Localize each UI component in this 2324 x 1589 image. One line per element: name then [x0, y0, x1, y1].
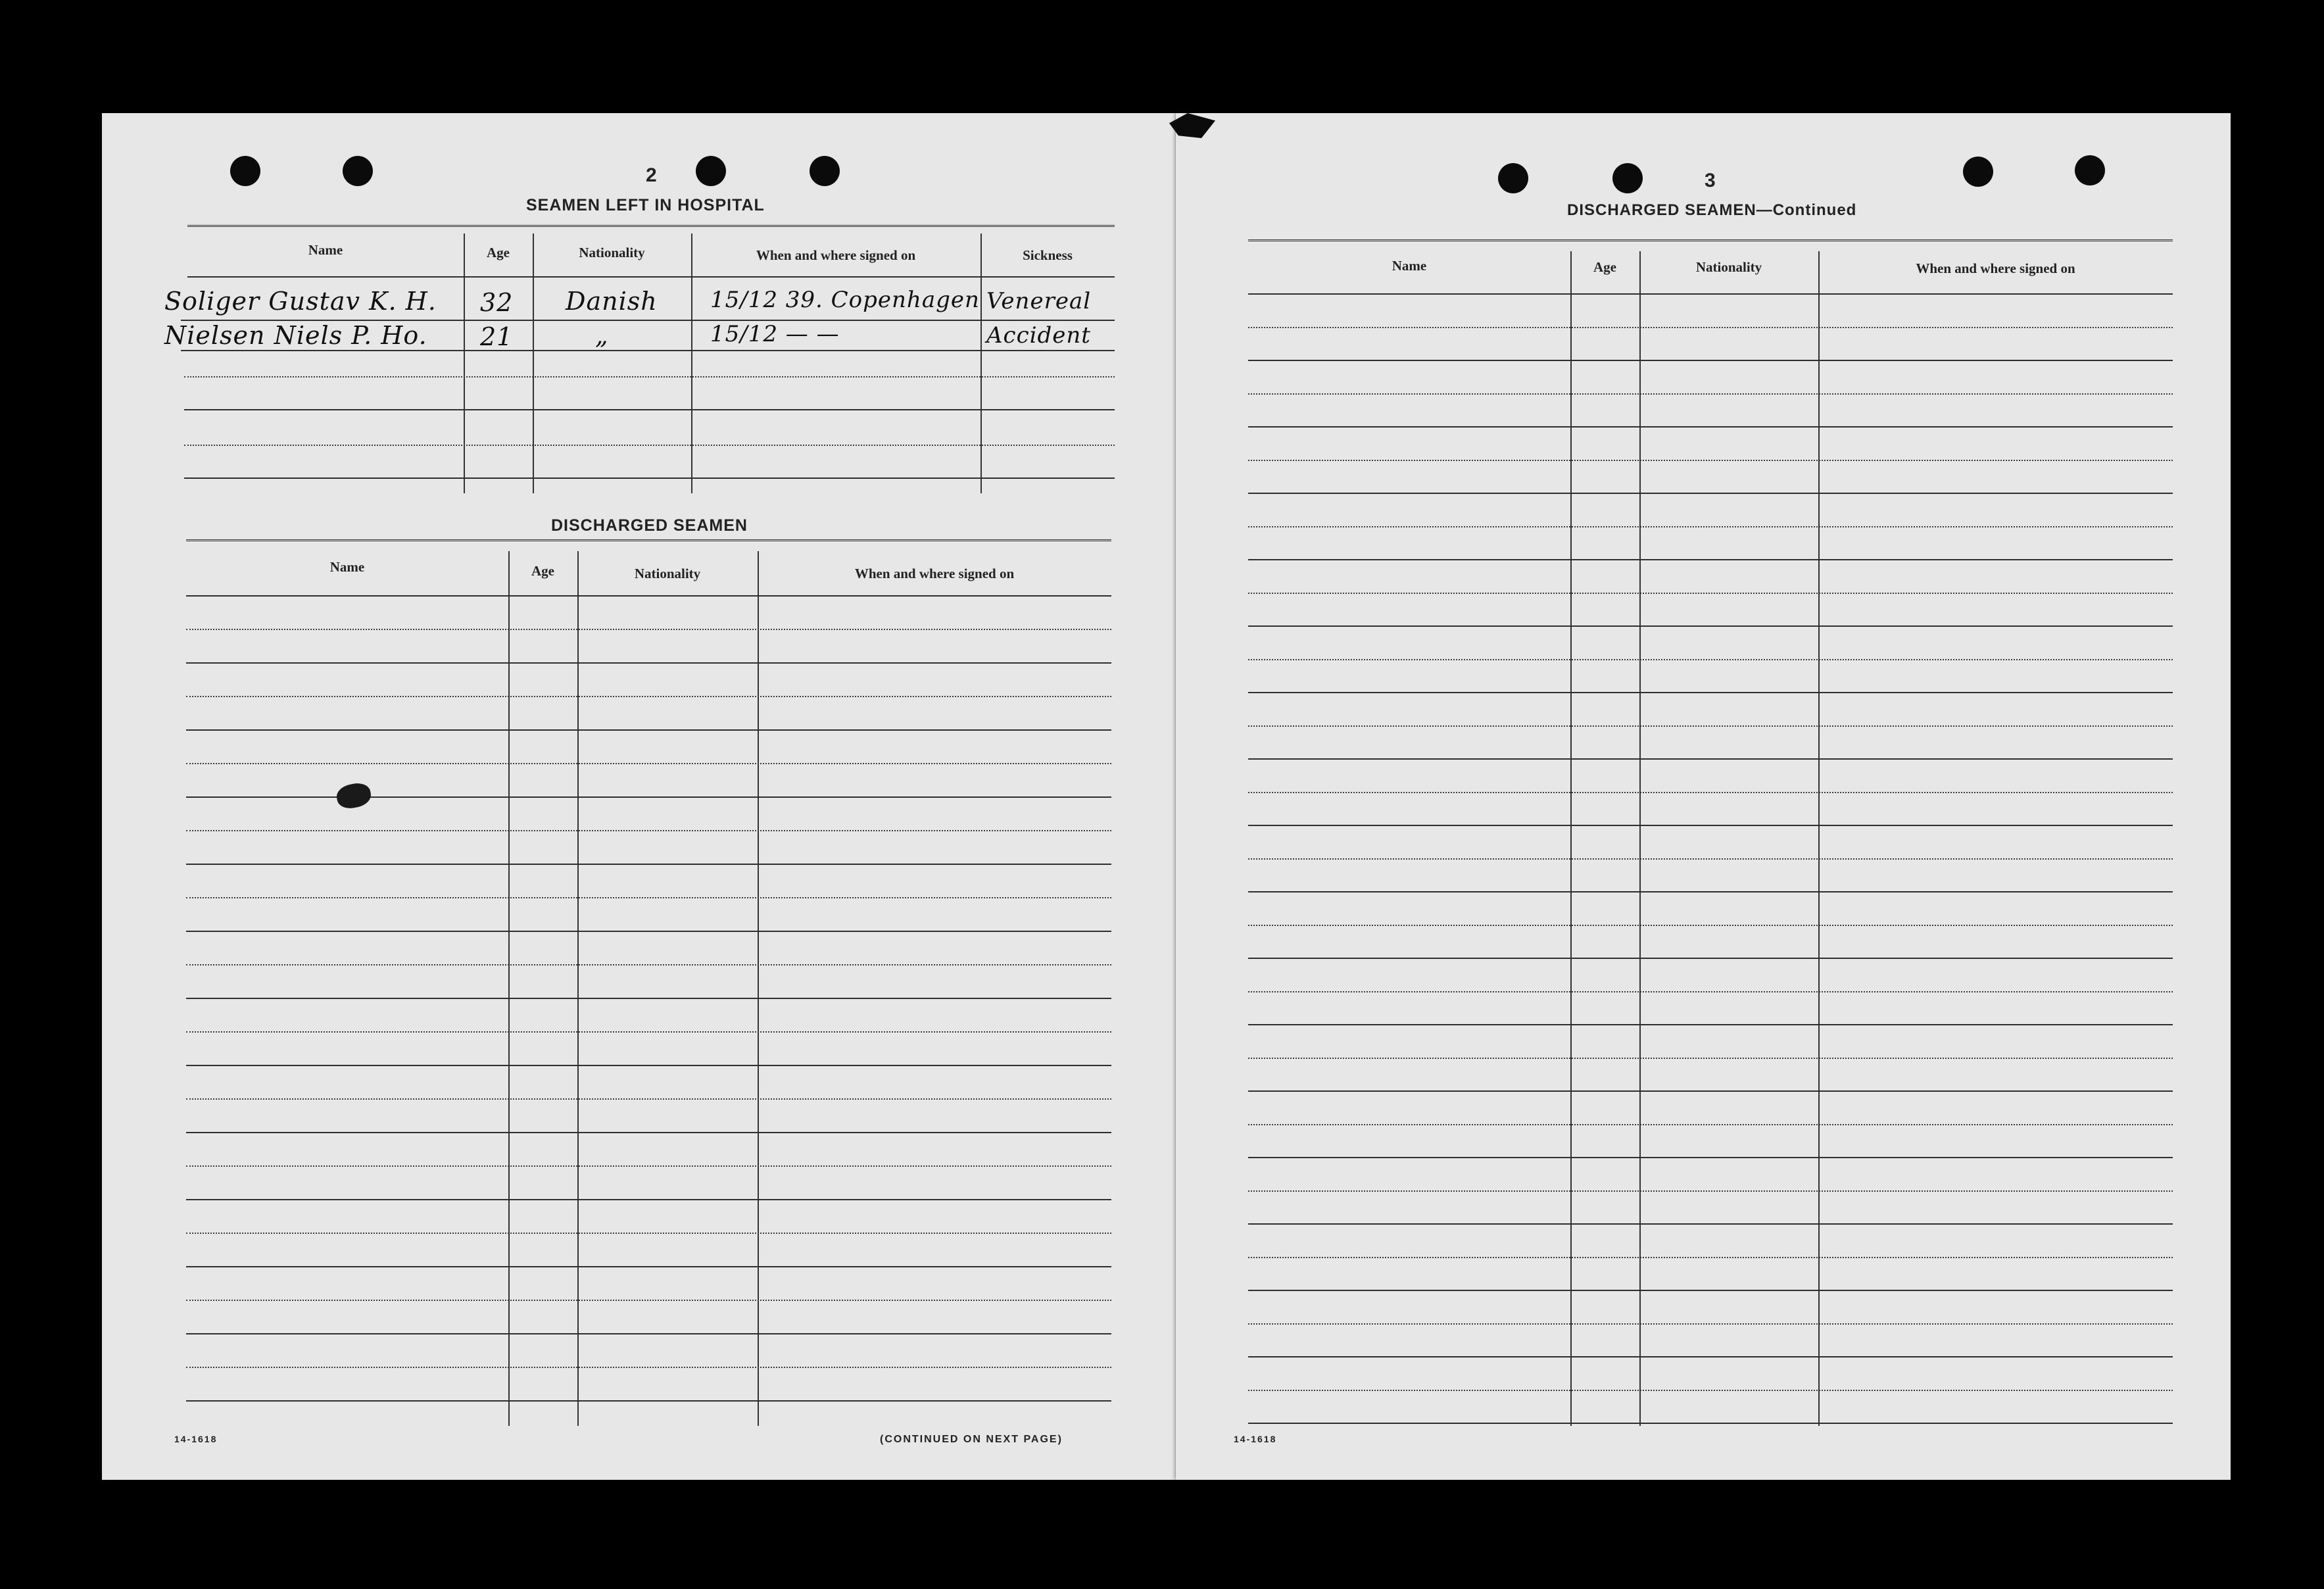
table-row-line	[1248, 1124, 2173, 1125]
table-row-line	[186, 1300, 1111, 1301]
entry-sickness: Venereal	[986, 288, 1092, 314]
table-row-line	[186, 1199, 1111, 1200]
continued-note: (CONTINUED ON NEXT PAGE)	[880, 1434, 1063, 1445]
table-row-line	[1248, 1157, 2173, 1158]
table-row-line	[186, 662, 1111, 664]
table-row-line	[1248, 327, 2173, 328]
column-divider	[464, 233, 465, 493]
table-top-rule	[186, 539, 1111, 544]
table-row-line	[1248, 891, 2173, 892]
binder-hole	[2075, 155, 2105, 185]
binder-hole	[1498, 163, 1528, 193]
table-row-line	[186, 1132, 1111, 1133]
table-row-line	[1248, 825, 2173, 826]
binder-hole	[810, 156, 840, 186]
table-row-line	[1248, 1323, 2173, 1325]
table-row-line	[1248, 1190, 2173, 1192]
column-divider	[508, 551, 510, 1426]
column-divider	[577, 551, 579, 1426]
table-row-line	[1248, 460, 2173, 461]
table-row-line	[186, 931, 1111, 932]
table-row-line	[186, 864, 1111, 865]
table-row-line	[186, 1031, 1111, 1033]
table-row-line	[184, 409, 1115, 410]
table-row-line	[186, 796, 1111, 798]
table-row-line	[1248, 360, 2173, 361]
entry-sickness: Accident	[986, 322, 1091, 349]
table-row-line	[1248, 1223, 2173, 1225]
binder-hole	[696, 156, 726, 186]
table-row-line	[186, 1367, 1111, 1368]
table-row-line	[1248, 1356, 2173, 1357]
table-row-line	[184, 477, 1115, 479]
entry-name: Soliger Gustav K. H.	[164, 287, 437, 316]
table-row-line	[1248, 991, 2173, 992]
table-row-line	[1248, 593, 2173, 594]
column-header-name: Name	[329, 559, 365, 575]
table-row-line	[181, 350, 1115, 351]
entry-signed-on: 15/12 — —	[710, 321, 840, 347]
table-row-line	[1248, 725, 2173, 727]
table-row-line	[1248, 1024, 2173, 1025]
entry-nationality: „	[595, 321, 609, 350]
entry-age: 21	[480, 322, 514, 351]
column-header-age: Age	[531, 563, 554, 579]
column-header-nationality: Nationality	[634, 566, 701, 581]
binder-hole	[1963, 157, 1993, 187]
table-row-line	[186, 830, 1111, 831]
header-underline	[186, 595, 1111, 597]
binder-hole	[230, 156, 260, 186]
binder-hole	[1612, 163, 1643, 193]
section-title: DISCHARGED SEAMEN	[551, 516, 748, 535]
table-row-line	[186, 897, 1111, 898]
table-row-line	[184, 376, 1115, 378]
table-row-line	[1248, 426, 2173, 428]
table-row-line	[1248, 625, 2173, 627]
table-row-line	[1248, 493, 2173, 494]
table-row-line	[1248, 1257, 2173, 1258]
column-divider	[691, 233, 692, 493]
table-row-line	[1248, 526, 2173, 527]
table-row-line	[186, 998, 1111, 999]
column-divider	[533, 233, 534, 493]
table-row-line	[186, 696, 1111, 697]
table-row-line	[186, 729, 1111, 731]
binder-hole	[343, 156, 373, 186]
header-underline	[187, 276, 1115, 278]
table-row-line	[1248, 1423, 2173, 1424]
table-row-line	[1248, 393, 2173, 395]
form-number: 14-1618	[174, 1434, 218, 1444]
column-header-signed-on: When and where signed on	[756, 247, 916, 263]
table-row-line	[1248, 858, 2173, 860]
column-divider	[758, 551, 759, 1426]
table-row-line	[1248, 958, 2173, 959]
column-header-nationality: Nationality	[579, 245, 645, 260]
table-row-line	[1248, 559, 2173, 560]
column-header-name: Name	[308, 242, 343, 258]
section-title: SEAMEN LEFT IN HOSPITAL	[526, 196, 765, 214]
table-top-rule	[1248, 239, 2173, 244]
table-row-line	[1248, 792, 2173, 793]
table-row-line	[1248, 758, 2173, 760]
page-number: 3	[1705, 170, 1716, 191]
table-row-line	[186, 1333, 1111, 1334]
table-row-line	[1248, 1058, 2173, 1059]
table-row-line	[186, 1065, 1111, 1066]
table-row-line	[1248, 1290, 2173, 1291]
column-header-age: Age	[1593, 259, 1616, 275]
table-row-line	[184, 445, 1115, 446]
table-row-line	[1248, 1390, 2173, 1391]
entry-age: 32	[480, 288, 514, 317]
table-row-line	[186, 629, 1111, 630]
table-row-line	[1248, 1090, 2173, 1092]
table-row-line	[1248, 692, 2173, 693]
table-row-line	[1248, 659, 2173, 660]
column-header-nationality: Nationality	[1695, 259, 1762, 275]
column-divider	[980, 233, 982, 493]
table-row-line	[186, 964, 1111, 966]
entry-nationality: Danish	[566, 287, 658, 316]
form-number: 14-1618	[1234, 1434, 1277, 1444]
column-header-signed-on: When and where signed on	[1916, 260, 2075, 276]
column-header-name: Name	[1392, 258, 1427, 274]
column-header-age: Age	[487, 245, 510, 260]
table-row-line	[186, 1233, 1111, 1234]
table-row-line	[1248, 925, 2173, 926]
page-number: 2	[646, 164, 658, 186]
column-header-signed-on: When and where signed on	[854, 566, 1015, 581]
section-title: DISCHARGED SEAMEN—Continued	[1567, 201, 1857, 219]
table-row-line	[186, 763, 1111, 764]
table-row-line	[186, 1165, 1111, 1167]
table-row-line	[186, 1266, 1111, 1267]
column-header-sickness: Sickness	[1023, 247, 1073, 263]
table-row-line	[186, 1400, 1111, 1402]
right-page	[1176, 113, 2231, 1480]
entry-name: Nielsen Niels P. Ho.	[164, 321, 427, 350]
entry-signed-on: 15/12 39. Copenhagen	[710, 287, 980, 313]
table-row-line	[186, 1098, 1111, 1100]
header-underline	[1248, 293, 2173, 295]
table-top-rule	[187, 225, 1115, 230]
